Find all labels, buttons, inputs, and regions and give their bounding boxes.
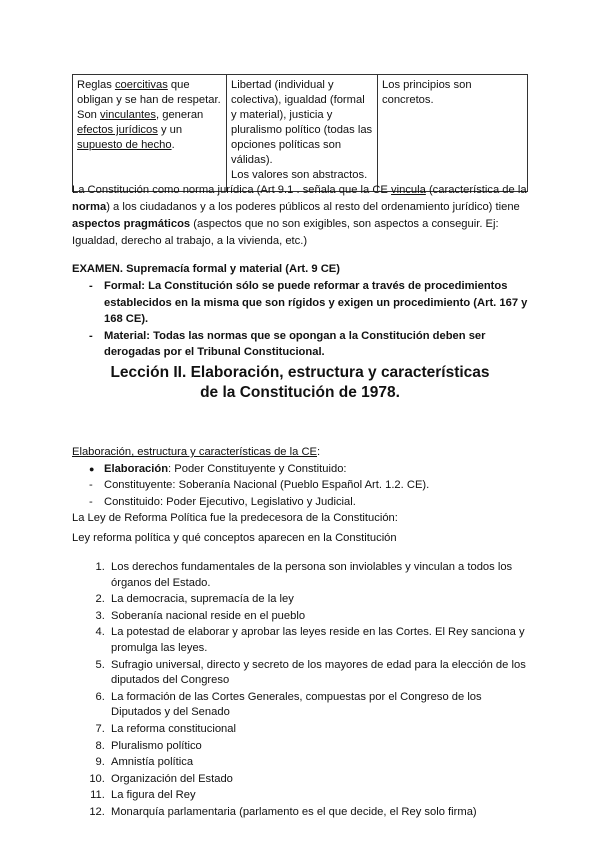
text: (característica de la <box>425 184 527 196</box>
values-table <box>72 74 532 192</box>
heading: Lección II. Elaboración, estructura y características de la Constitución de 1978. <box>110 364 490 401</box>
text: La Constitución como norma jurídica (Art 9.1 . señala que la CE <box>72 184 392 196</box>
list-item: 12. Monarquía parlamentaria (parlamento es el que decide, el Rey solo firma) <box>108 805 534 821</box>
numbered-list <box>72 560 534 822</box>
text: Constituyente: Soberanía Nacional (Pueblo Español Art. 1.2. CE). <box>104 479 430 491</box>
section-heading: Elaboración, estructura y características de la CE <box>72 446 317 458</box>
text: : <box>317 446 321 458</box>
table-cell-values <box>227 75 378 192</box>
text: Reglas <box>77 79 115 91</box>
list-item: 9. Amnistía política <box>108 755 534 771</box>
underlined-text: vincula <box>391 184 426 196</box>
text: y un <box>157 124 183 136</box>
list-item: - Constituyente: Soberanía Nacional (Pueblo Español Art. 1.2. CE). <box>89 479 430 491</box>
text: Material: Todas las normas que se opongan a la Constitución deben ser derogadas por el Tribunal Constitucional. <box>104 329 486 358</box>
list-item: 3. Soberanía nacional reside en el pueblo <box>108 609 534 625</box>
table-cell-principles: Los principios son concretos. <box>378 75 528 192</box>
lesson-title <box>110 363 490 403</box>
table-cell-rules <box>73 75 227 192</box>
list-item: 5. Sufragio universal, directo y secreto de los mayores de edad para la elección de los diputados del Congreso <box>108 658 534 689</box>
list-item: - Material: Todas las normas que se opongan a la Constitución deben ser derogadas por el Tribunal Constitucional. <box>89 329 486 358</box>
text: Constituido: Poder Ejecutivo, Legislativo y Judicial. <box>104 495 356 508</box>
text: . <box>171 139 175 151</box>
list-item: 7. La reforma constitucional <box>108 722 534 738</box>
bold-text: norma <box>72 201 107 213</box>
list-item: 6. La formación de las Cortes Generales, compuestas por el Congreso de los Diputados y del Senado <box>108 690 534 721</box>
bold-text: Elaboración <box>104 462 169 475</box>
text: Son <box>77 109 101 121</box>
section-elaboration <box>72 444 532 527</box>
underlined-text: coercitivas <box>114 79 168 91</box>
list-item: 8. Pluralismo político <box>108 739 534 755</box>
text: ) a los ciudadanos y a los poderes públicos al resto del ordenamiento jurídico) tiene <box>106 201 520 213</box>
list-item: 4. La potestad de elaborar y aprobar las leyes reside en las Cortes. El Rey sanciona y promulga las leyes. <box>108 625 534 656</box>
list-item: 11. La figura del Rey <box>108 788 534 804</box>
text: Formal: La Constitución sólo se puede reformar a través de procedimientos establecidos en la misma que son rígidos y exigen un procedimiento (Art. 167 y 168 CE). <box>104 280 528 325</box>
list-item: ● Elaboración: Poder Constituyente y Constituido: <box>89 462 347 475</box>
list-item: 2. La democracia, supremacía de la ley <box>108 592 534 608</box>
paragraph-constitution-norm <box>72 182 534 250</box>
list-item: 10. Organización del Estado <box>108 772 534 788</box>
text: que obligan y se han de respetar. <box>77 79 221 106</box>
exam-title: EXAMEN. Supremacía formal y material (Art. 9 CE) <box>72 263 340 275</box>
text: Los valores son abstractos. <box>231 169 368 181</box>
text: La Ley de Reforma Política fue la predecesora de la Constitución: <box>72 512 398 524</box>
text: (aspectos que no son exigibles, son aspectos a conseguir. Ej: Igualdad, derecho al trabajo, a la vivienda, etc.) <box>72 218 499 247</box>
underlined-text: efectos jurídicos <box>77 124 158 136</box>
text: Libertad (individual y colectiva), igualdad (formal y material), justicia y pluralismo político (todas las opciones políticas son válidas). <box>231 79 373 166</box>
list-intro: Ley reforma política y qué conceptos aparecen en la Constitución <box>72 532 397 544</box>
underlined-text: supuesto de hecho <box>77 139 172 151</box>
list-item: - Formal: La Constitución sólo se puede reformar a través de procedimientos establecidos en la misma que son rígidos y exigen un procedimiento (Art. 167 y 168 CE). <box>89 280 528 325</box>
list-item: 1. Los derechos fundamentales de la persona son inviolables y vinculan a todos los órganos del Estado. <box>108 560 534 591</box>
bold-text: aspectos pragmáticos <box>72 218 191 230</box>
list-item: - Constituido: Poder Ejecutivo, Legislativo y Judicial. <box>89 495 356 508</box>
text: , generan <box>156 109 204 121</box>
exam-section <box>72 261 532 361</box>
text: : Poder Constituyente y Constituido: <box>168 462 347 475</box>
underlined-text: vinculantes <box>100 109 156 121</box>
